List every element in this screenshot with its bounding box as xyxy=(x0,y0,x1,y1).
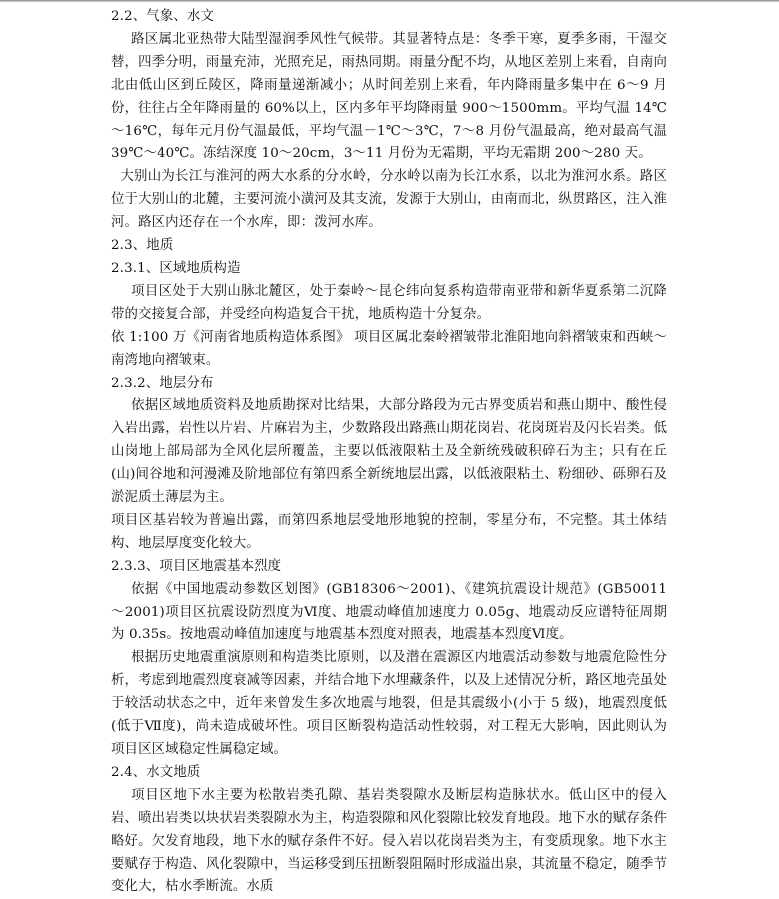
section-heading-2-3-3: 2.3.3、项目区地震基本烈度 xyxy=(111,558,282,574)
section-heading-2-4: 2.4、水文地质 xyxy=(111,764,201,780)
paragraph-seismic-parameters: 依据《中国地震动参数区划图》(GB18306～2001)、《建筑抗震设计规范》(GB50011～2001)项目区抗震设防烈度为Ⅵ度、地震动峰值加速度力 0.05g、地震动反应谱特征周期为 0.35s。按地震动峰值加速度与地震基本烈度对照表，地震基本烈度Ⅵ度。 xyxy=(111,581,667,643)
section-heading-2-3-1: 2.3.1、区域地质构造 xyxy=(111,260,241,276)
section-heading-2-2: 2.2、气象、水文 xyxy=(111,9,214,24)
paragraph-bedrock: 项目区基岩较为普遍出露，而第四系地层受地形地貌的控制，零星分布，不完整。其土体结构、地层厚度变化较大。 xyxy=(111,512,667,551)
paragraph-structure-map: 依 1:100 万《河南省地质构造体系图》 项目区属北秦岭褶皱带北淮阳地向斜褶皱束和西峡～南湾地向褶皱束。 xyxy=(111,329,667,368)
paragraph-regional-structure: 项目区处于大别山脉北麓区，处于秦岭～昆仑纬向复系构造带南亚带和新华夏系第二沉降带的交接复合部，并受经向构造复合干扰，地质构造十分复杂。 xyxy=(111,283,667,322)
paragraph-seismic-analysis: 根据历史地震重演原则和构造类比原则，以及潜在震源区内地震活动参数与地震危险性分析，考虑到地震烈度衰减等因素，并结合地下水埋藏条件，以及上述情况分析，路区地壳虽处于较活动状态之中，近年来曾发生多次地震与地裂，但是其震级小(小于 5 级)，地震烈度低(低于Ⅶ度)，尚未造成破坏性。项目区断裂构造活动性较弱，对工程无大影响，因此则认为项目区区域稳定性属稳定域。 xyxy=(111,650,667,757)
paragraph-climate: 路区属北亚热带大陆型湿润季风性气候带。其显著特点是：冬季干寒，夏季多雨，干湿交替，四季分明，雨量充沛，光照充足，雨热同期。雨量分配不均，从地区差别上来看，自南向北由低山区到丘陵区，降雨量递渐减小；从时间差别上来看，年内降雨量多集中在 6～9 月份，往往占全年降雨量的 60%以上，区内多年平均降雨量 900～1500mm。平均气温 14℃～16℃，每年元月份气温最低，平均气温－1℃～3℃，7～8 月份气温最高，绝对最高气温 39℃～40℃。冻结深度 10～20cm，3～11 月份为无霜期，平均无霜期 200～280 天。 xyxy=(111,31,667,162)
top-border-line xyxy=(0,0,779,1)
paragraph-strata: 依据区域地质资料及地质勘探对比结果，大部分路段为元古界变质岩和燕山期中、酸性侵入岩出露，岩性以片岩、片麻岩为主，少数路段出路燕山期花岗岩、花岗斑岩及闪长岩类。低山岗地上部局部为全风化层所覆盖，主要以低液限粘土及全新统残破积碎石为主；只有在丘(山)间谷地和河漫滩及阶地部位有第四系全新统地层出露，以低液限粘土、粉细砂、砾卵石及淤泥质土薄层为主。 xyxy=(111,398,667,506)
section-heading-2-3: 2.3、地质 xyxy=(111,238,174,254)
paragraph-water-systems: 大别山为长江与淮河的两大水系的分水岭，分水岭以南为长江水系，以北为淮河水系。路区位于大别山的北麓，主要河流小潢河及其支流，发源于大别山，由南而北，纵贯路区，注入淮河。路区内还存在一个水库，即：泼河水库。 xyxy=(111,169,667,231)
section-heading-2-3-2: 2.3.2、地层分布 xyxy=(111,375,214,391)
document-body xyxy=(111,6,667,899)
paragraph-groundwater: 项目区地下水主要为松散岩类孔隙、基岩类裂隙水及断层构造脉状水。低山区中的侵入岩、喷出岩类以块状岩类裂隙水为主，构造裂隙和风化裂隙比较发育地段。地下水的赋存条件略好。欠发育地段，地下水的赋存条件不好。侵入岩以花岗岩类为主，有变质现象。地下水主要赋存于构造、风化裂隙中，当运移受到压扭断裂阻隔时形成溢出泉，其流量不稳定，随季节变化大，枯水季断流。水质 xyxy=(111,787,667,895)
